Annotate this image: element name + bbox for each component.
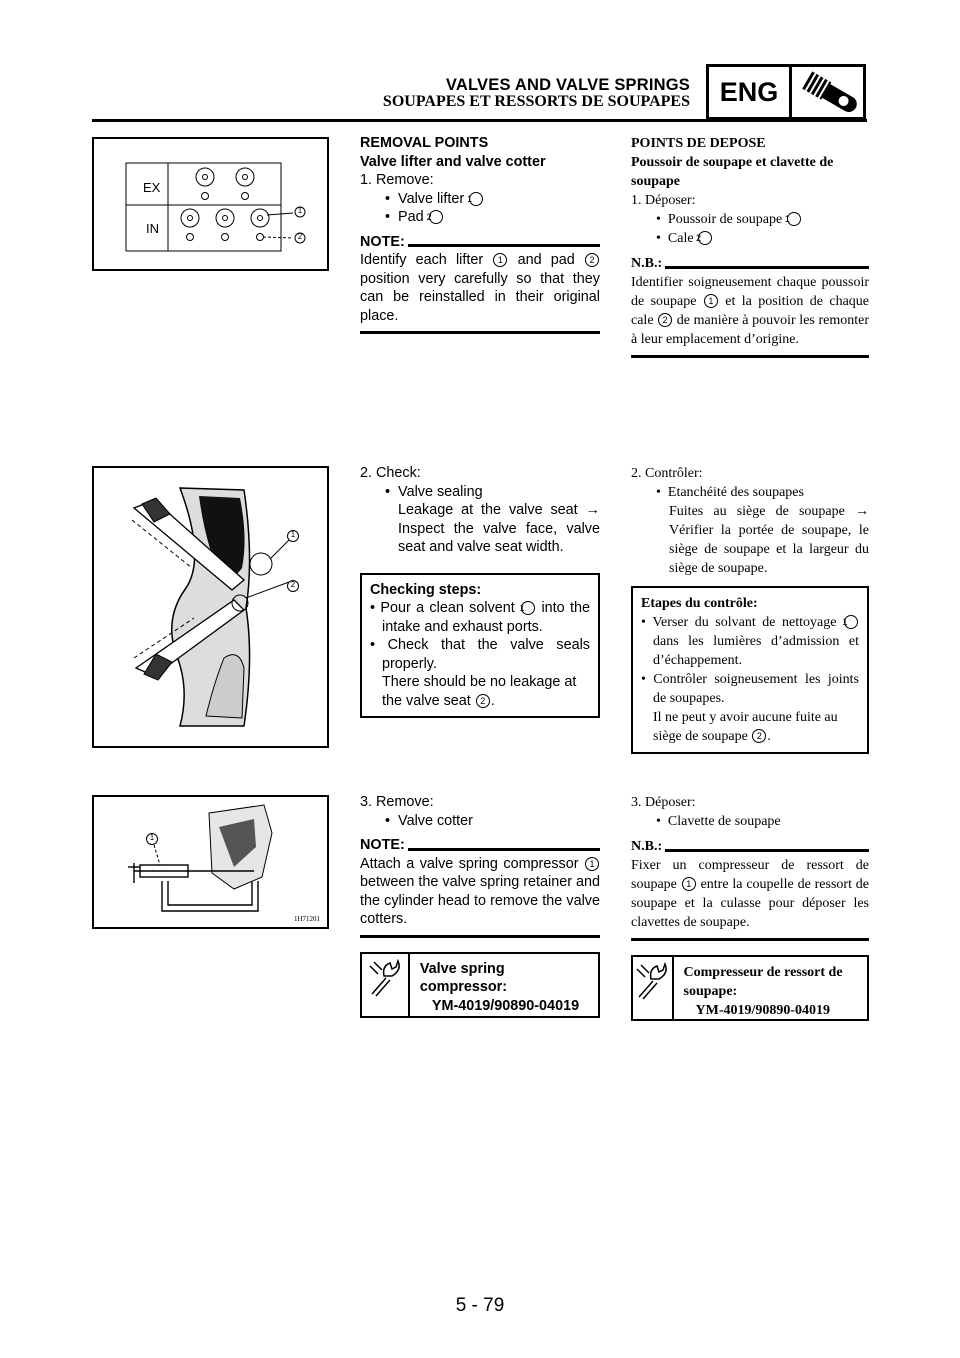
section-code: ENG [709, 67, 792, 117]
section2-fr [631, 464, 869, 754]
bullet: • Valve lifter 1 [360, 190, 600, 209]
header-rule [92, 119, 867, 122]
bullet: • Etanchéité des soupapes [656, 485, 804, 500]
wrench-tool-icon [362, 954, 410, 1016]
step: 2. Check: [360, 465, 421, 481]
step: 3. Déposer: [631, 795, 696, 810]
bullet: • Valve cotter [385, 812, 473, 829]
detail: Fuites au siège de soupape → Vérifier la portée de soupape, le siège de soupape et la largeur du siège de soupape. [669, 504, 869, 576]
callout-1: 1 [297, 206, 303, 215]
box-title: Etapes du contrôle: [641, 596, 758, 611]
subheading: Poussoir de soupape et clavette de soupape [631, 155, 834, 189]
box-item: • Contrôler soigneusement les joints de soupapes. [641, 672, 859, 706]
note-text: Attach a valve spring compressor 1 between the valve spring retainer and the cylinder head to remove the valve cotters. [360, 855, 600, 927]
step: 3. Remove: [360, 794, 434, 810]
figure-code: 1H71201 [294, 915, 321, 923]
section1-en [360, 134, 600, 334]
callout-2: 2 [297, 232, 303, 241]
box-item: • Pour a clean solvent 1 into the intake and exhaust ports. [370, 600, 591, 635]
step: 1. Remove: [360, 172, 434, 188]
tool-name: Compresseur de ressort de soupape: [683, 965, 843, 999]
header-title-en: VALVES AND VALVE SPRINGS [445, 76, 690, 94]
bullet: • Cale 2 [631, 229, 869, 248]
note-rule [631, 355, 869, 358]
checking-steps-box [631, 586, 869, 754]
tool-name: Valve spring compressor: [419, 960, 508, 995]
note-text: Identifier soigneusement chaque poussoir de soupape 1 et la position de chaque cale 2 de manière à pouvoir les remonter à leur emplacement d’origine. [631, 275, 870, 347]
header-title-fr: SOUPAPES ET RESSORTS DE SOUPAPES [382, 93, 690, 110]
step: 1. Déposer: [631, 193, 696, 208]
figure-lifter-positions [92, 137, 329, 271]
special-tool-box [360, 952, 600, 1018]
detail: Leakage at the valve seat → Inspect the valve face, valve seat and valve seat width. [398, 502, 600, 555]
bullet: • Valve sealing [385, 483, 483, 500]
bullet: • Pad 2 [360, 208, 600, 227]
box-item: • Verser du solvant de nettoyage 1 dans les lumières d’admission et d’échappement. [641, 615, 859, 668]
wrench-tool-icon [633, 957, 674, 1019]
note-rule [360, 935, 600, 938]
callout-1: 1 [290, 530, 296, 539]
note-rule [631, 938, 869, 941]
label-ex: EX [143, 180, 161, 195]
tool-part-number: YM-4019/90890-04019 [431, 997, 580, 1014]
tool-text [674, 957, 867, 1019]
subheading: Valve lifter and valve cotter [360, 153, 546, 170]
callout-2: 2 [290, 580, 296, 589]
engine-bolt-icon [792, 67, 863, 117]
section2-en [360, 464, 600, 718]
note-header: N.B.: [631, 254, 869, 273]
section1-fr [631, 134, 869, 358]
box-title: Checking steps: [370, 581, 482, 598]
note-text: Identify each lifter 1 and pad 2 position very carefully so that they can be reinstalled in their original place. [360, 252, 600, 324]
box-subitem: Il ne peut y avoir aucune fuite au siège de soupape 2 . [653, 710, 838, 744]
note-header: NOTE: [360, 836, 600, 855]
section-tab [706, 64, 866, 120]
box-item: • Check that the valve seals properly. [370, 637, 590, 672]
figure-valve-spring-compressor [92, 795, 329, 929]
step: 2. Contrôler: [631, 466, 703, 481]
tool-text [410, 954, 598, 1016]
note-header: N.B.: [631, 837, 869, 856]
note-header: NOTE: [360, 233, 600, 252]
heading: REMOVAL POINTS [360, 135, 489, 151]
heading: POINTS DE DEPOSE [631, 136, 766, 151]
checking-steps-box [360, 573, 600, 719]
page-number: 5 - 79 [455, 1295, 505, 1316]
label-in: IN [146, 221, 159, 236]
box-subitem: There should be no leakage at the valve seat 2 . [382, 674, 577, 709]
callout-1: 1 [149, 833, 155, 842]
tool-part-number: YM-4019/90890-04019 [695, 1003, 831, 1018]
section3-fr [631, 793, 869, 1021]
bullet: • Clavette de soupape [656, 814, 781, 829]
note-rule [360, 331, 600, 334]
special-tool-box [631, 955, 869, 1021]
bullet: • Poussoir de soupape 1 [631, 210, 869, 229]
section3-en [360, 793, 600, 1018]
note-text: Fixer un compresseur de ressort de soupape 1 entre la coupelle de ressort de soupape et la culasse pour déposer les clavettes de soupape. [631, 858, 870, 930]
figure-valve-sealing [92, 466, 329, 748]
